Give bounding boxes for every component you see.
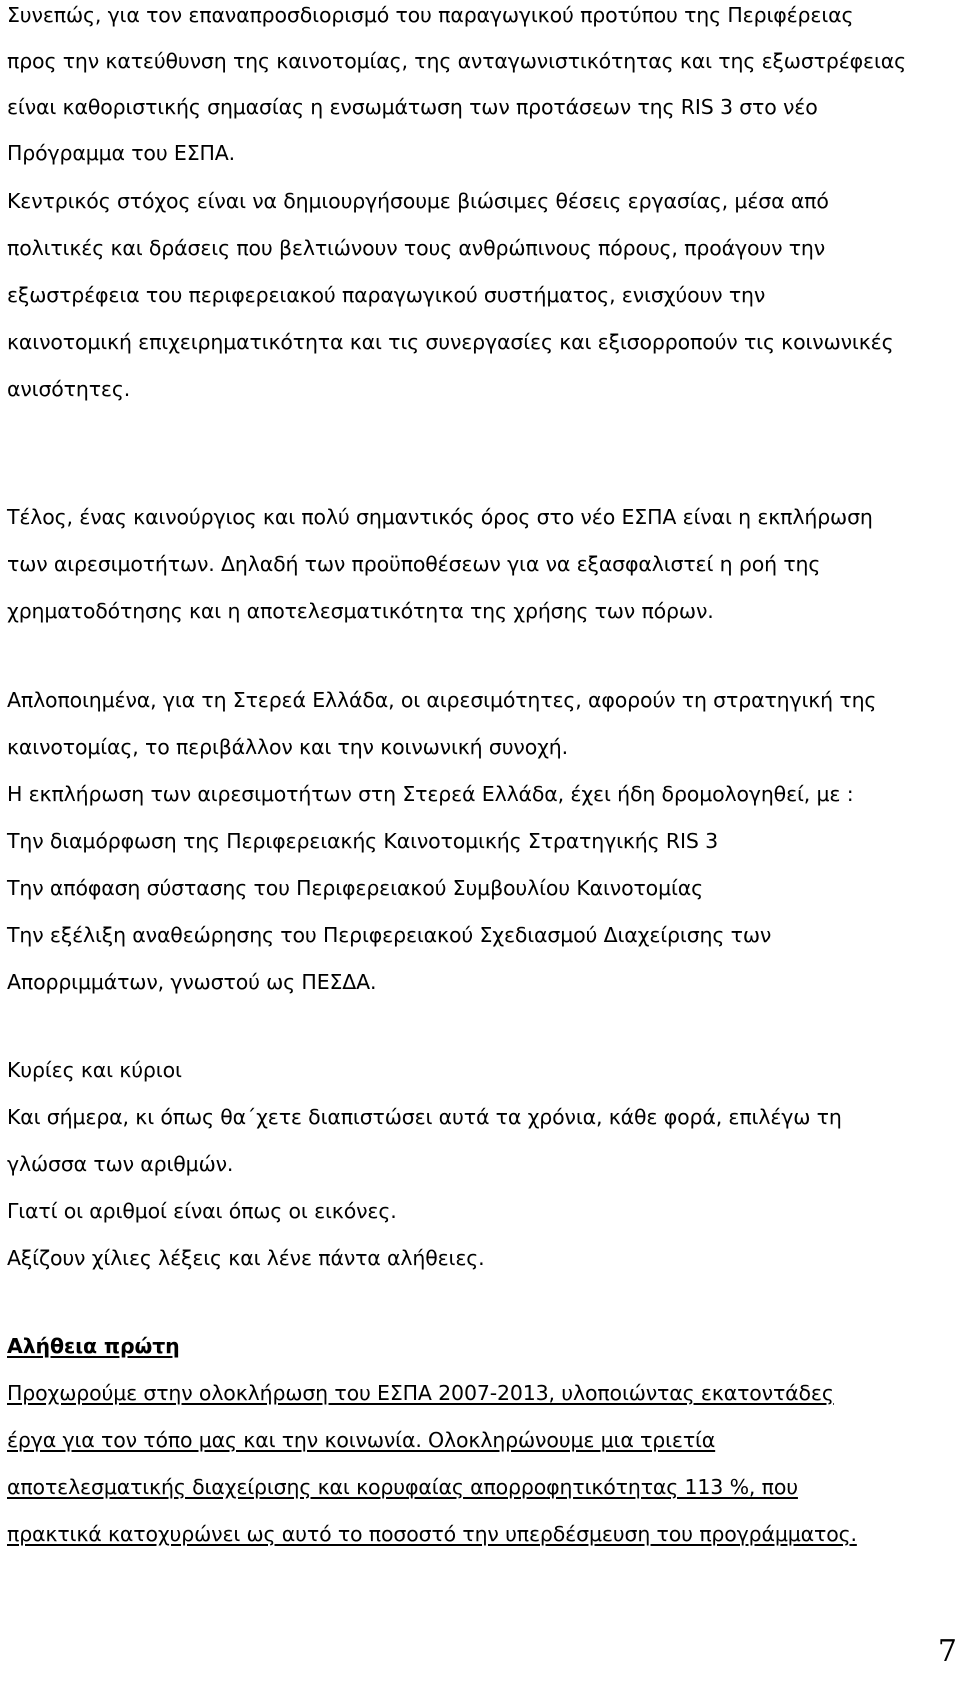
paragraph-6-line-5: Αξίζουν χίλιες λέξεις και λένε πάντα αλήθειες. [7,1246,485,1270]
paragraph-6-line-2: Και σήμερα, κι όπως θα΄χετε διαπιστώσει αυτά τα χρόνια, κάθε φορά, επιλέγω τη [7,1105,842,1129]
paragraph-3-line-1: Τέλος, ένας καινούργιος και πολύ σημαντικός όρος στο νέο ΕΣΠΑ είναι η εκπλήρωση [7,505,873,529]
paragraph-5-line-3: Την απόφαση σύστασης του Περιφερειακού Συμβουλίου Καινοτομίας [7,876,703,900]
paragraph-2-line-4: καινοτομική επιχειρηματικότητα και τις συνεργασίες και εξισορροπούν τις κοινωνικές [7,330,894,354]
section-line-2: έργα για τον τόπο μας και την κοινωνία. Ολοκληρώνουμε μια τριετία [7,1428,716,1452]
page-number: 7 [937,1634,957,1669]
paragraph-2-line-2: πολιτικές και δράσεις που βελτιώνουν τους ανθρώπινους πόρους, προάγουν την [7,236,826,260]
paragraph-1-line-3: είναι καθοριστικής σημασίας η ενσωμάτωση των προτάσεων της RIS 3 στο νέο [7,95,818,119]
paragraph-2-line-1: Κεντρικός στόχος είναι να δημιουργήσουμε βιώσιμες θέσεις εργασίας, μέσα από [7,189,829,213]
section-line-4: πρακτικά κατοχυρώνει ως αυτό το ποσοστό την υπερδέσμευση του προγράμματος. [7,1522,857,1546]
section-line-1: Προχωρούμε στην ολοκλήρωση του ΕΣΠΑ 2007-2013, υλοποιώντας εκατοντάδες [7,1381,834,1405]
paragraph-3-line-3: χρηματοδότησης και η αποτελεσματικότητα της χρήσης των πόρων. [7,599,714,623]
paragraph-6-line-3: γλώσσα των αριθμών. [7,1152,234,1176]
section-heading: Αλήθεια πρώτη [7,1334,180,1358]
paragraph-5-line-5: Απορριμμάτων, γνωστού ως ΠΕΣΔΑ. [7,970,377,994]
section-line-3: αποτελεσματικής διαχείρισης και κορυφαίας απορροφητικότητας 113 %, που [7,1475,798,1499]
paragraph-3-line-2: των αιρεσιμοτήτων. Δηλαδή των προϋποθέσεων για να εξασφαλιστεί η ροή της [7,552,821,576]
paragraph-5-line-4: Την εξέλιξη αναθεώρησης του Περιφερειακού Σχεδιασμού Διαχείρισης των [7,923,772,947]
paragraph-5-line-1: Η εκπλήρωση των αιρεσιμοτήτων στη Στερεά Ελλάδα, έχει ήδη δρομολογηθεί, με : [7,782,854,806]
paragraph-2-line-3: εξωστρέφεια του περιφερειακού παραγωγικού συστήματος, ενισχύουν την [7,283,766,307]
paragraph-1-line-2: προς την κατεύθυνση της καινοτομίας, της ανταγωνιστικότητας και της εξωστρέφειας [7,49,906,73]
paragraph-1-line-4: Πρόγραμμα του ΕΣΠΑ. [7,141,236,165]
paragraph-4-line-2: καινοτομίας, το περιβάλλον και την κοινωνική συνοχή. [7,735,569,759]
paragraph-1-line-1: Συνεπώς, για τον επαναπροσδιορισμό του παραγωγικού προτύπου της Περιφέρειας [7,3,854,27]
paragraph-2-line-5: ανισότητες. [7,377,131,401]
paragraph-6-line-1: Κυρίες και κύριοι [7,1058,182,1082]
paragraph-4-line-1: Απλοποιημένα, για τη Στερεά Ελλάδα, οι αιρεσιμότητες, αφορούν τη στρατηγική της [7,688,877,712]
paragraph-5-line-2: Την διαμόρφωση της Περιφερειακής Καινοτομικής Στρατηγικής RIS 3 [7,829,718,853]
paragraph-6-line-4: Γιατί οι αριθμοί είναι όπως οι εικόνες. [7,1199,397,1223]
